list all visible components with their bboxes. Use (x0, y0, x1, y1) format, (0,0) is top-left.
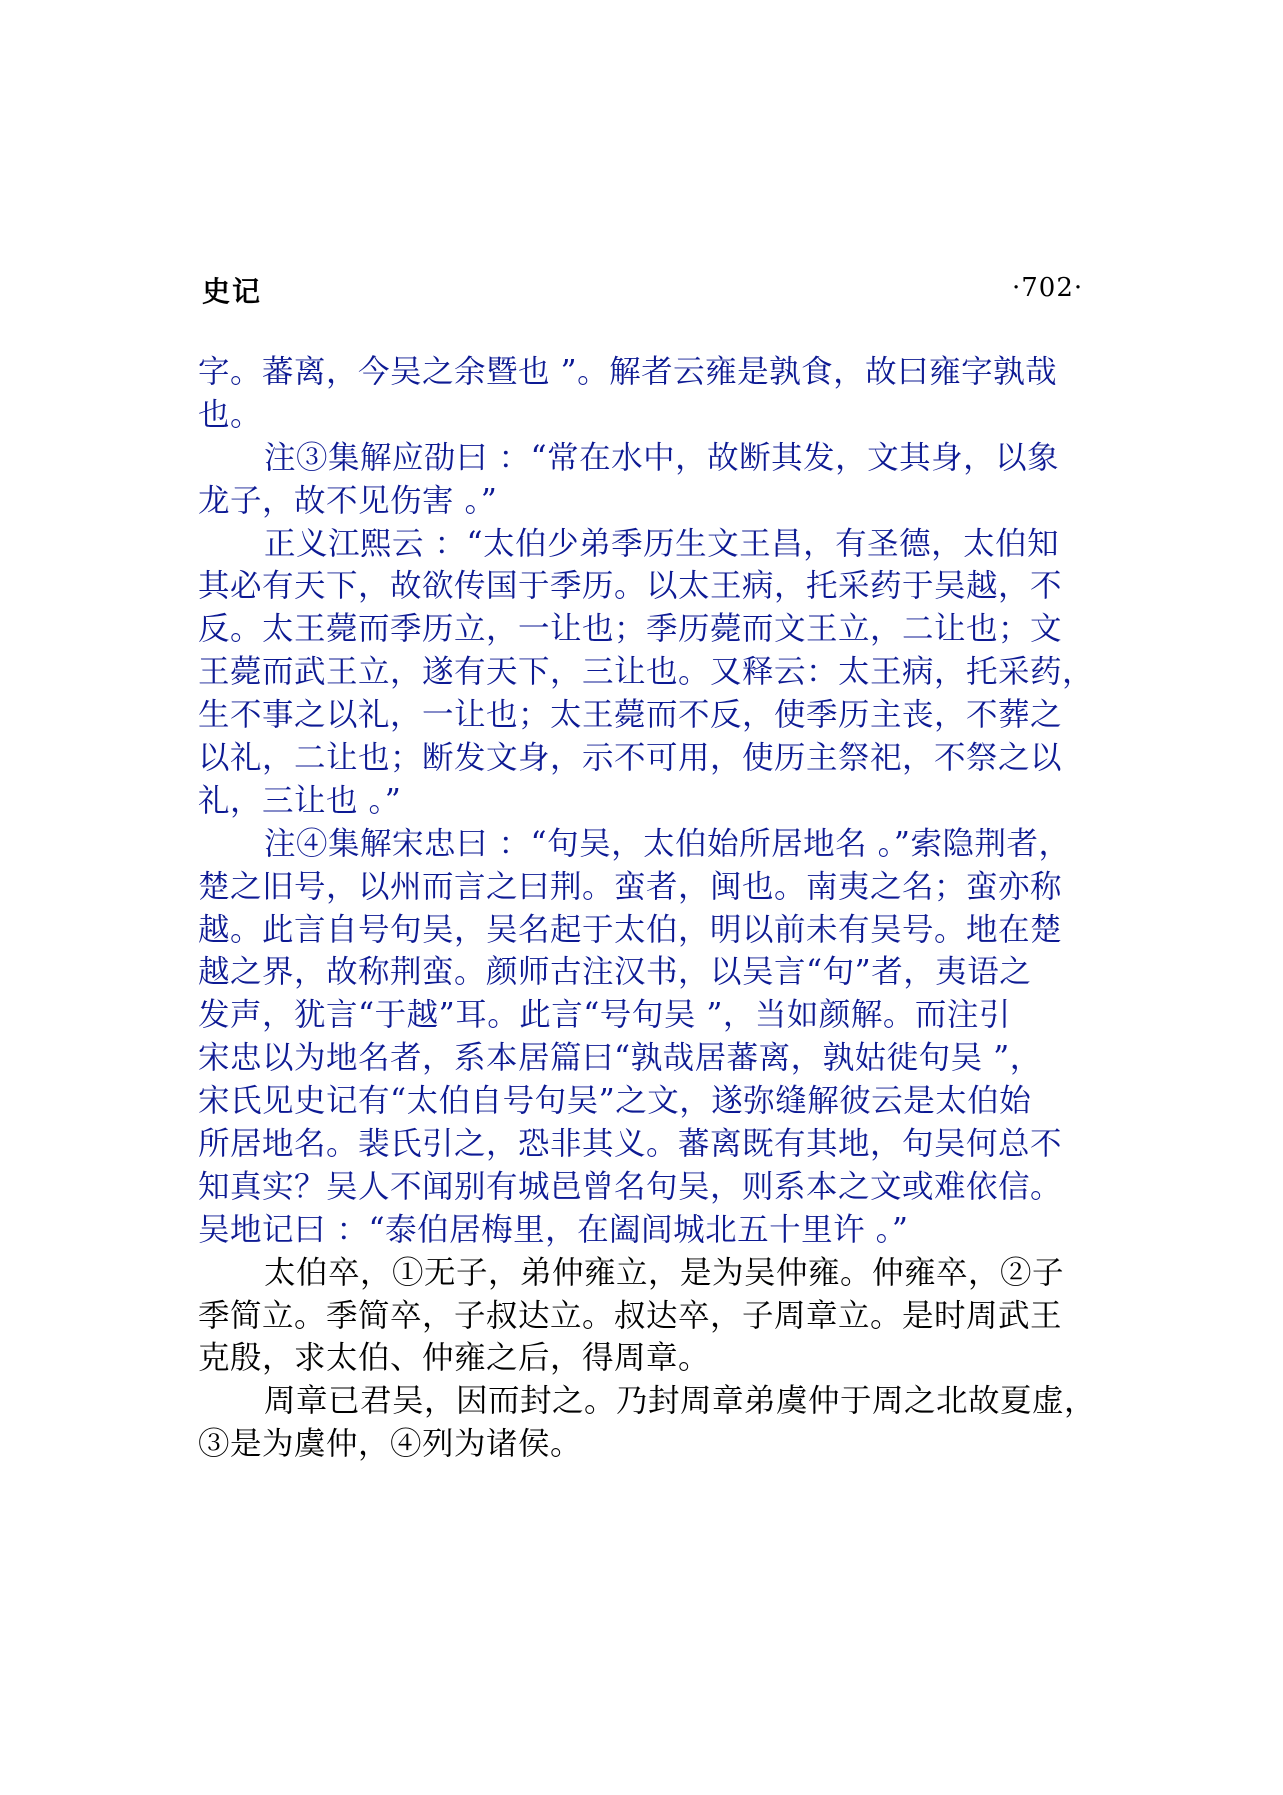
commentary-line: 吴地记曰 ：“泰伯居梅里，在阖闾城北五十里许 。” (198, 1211, 909, 1248)
main-text-line: 季简立。季简卒，子叔达立。叔达卒，子周章立。是时周武王 (198, 1297, 1063, 1334)
commentary-line: 知真实？吴人不闻别有城邑曾名句吴，则系本之文或难依信。 (198, 1168, 1063, 1205)
main-text-line: ③是为虞仲，④列为诸侯。 (198, 1426, 583, 1463)
commentary-line: 字。蕃离，今吴之余暨也 ”。解者云雍是孰食，故曰雍字孰哉 (198, 354, 1058, 390)
commentary-line: 注④集解宋忠曰 ：“句吴，太伯始所居地名 。”索隐荆者， (264, 825, 1071, 862)
commentary-line: 注③集解应劭曰 ：“常在水中，故断其发，文其身，以象 (264, 439, 1060, 476)
commentary-line: 以礼，二让也；断发文身，示不可用，使历主祭祀，不祭之以 (198, 740, 1063, 777)
commentary-line: 也。 (198, 396, 263, 433)
commentary-line: 宋氏见史记有“太伯自号句吴”之文，遂弥缝解彼云是太伯始 (198, 1083, 1032, 1120)
commentary-line: 越之界，故称荆蛮。颜师古注汉书，以吴言“句”者，夷语之 (198, 954, 1032, 991)
main-text-line: 周章已君吴，因而封之。乃封周章弟虞仲于周之北故夏虚， (264, 1383, 1097, 1420)
commentary-line: 礼，三让也 。” (198, 782, 402, 819)
commentary-line: 发声，犹言“于越”耳。此言“号句吴 ”，当如颜解。而注引 (198, 997, 1011, 1034)
commentary-line: 越。此言自号句吴，吴名起于太伯，明以前未有吴号。地在楚 (198, 911, 1063, 948)
running-title: 史记 (202, 275, 263, 308)
main-text-line: 克殷，求太伯、仲雍之后，得周章。 (198, 1340, 711, 1377)
main-text-line: 太伯卒，①无子，弟仲雍立，是为吴仲雍。仲雍卒，②子 (264, 1254, 1065, 1291)
commentary-line: 所居地名。裴氏引之，恐非其义。蕃离既有其地，句吴何总不 (198, 1126, 1063, 1163)
commentary-line: 楚之旧号，以州而言之曰荆。蛮者，闽也。南夷之名；蛮亦称 (198, 868, 1063, 905)
page-number: ·702· (1012, 273, 1084, 303)
commentary-line: 正义江熙云 ：“太伯少弟季历生文王昌，有圣德，太伯知 (264, 525, 1060, 562)
commentary-line: 其必有天下，故欲传国于季历。以太王病，托采药于吴越，不 (198, 568, 1063, 605)
commentary-line: 龙子，故不见伤害 。” (198, 482, 498, 519)
commentary-line: 生不事之以礼，一让也；太王薨而不反，使季历主丧，不葬之 (198, 697, 1063, 734)
commentary-line: 反。太王薨而季历立，一让也；季历薨而文王立，二让也；文 (198, 611, 1063, 648)
commentary-line: 宋忠以为地名者，系本居篇曰“孰哉居蕃离，孰姑徙句吴 ”， (198, 1040, 1042, 1077)
commentary-line: 王薨而武王立，遂有天下，三让也。又释云：太王病，托采药， (198, 654, 1095, 691)
body-text (198, 351, 1097, 1466)
